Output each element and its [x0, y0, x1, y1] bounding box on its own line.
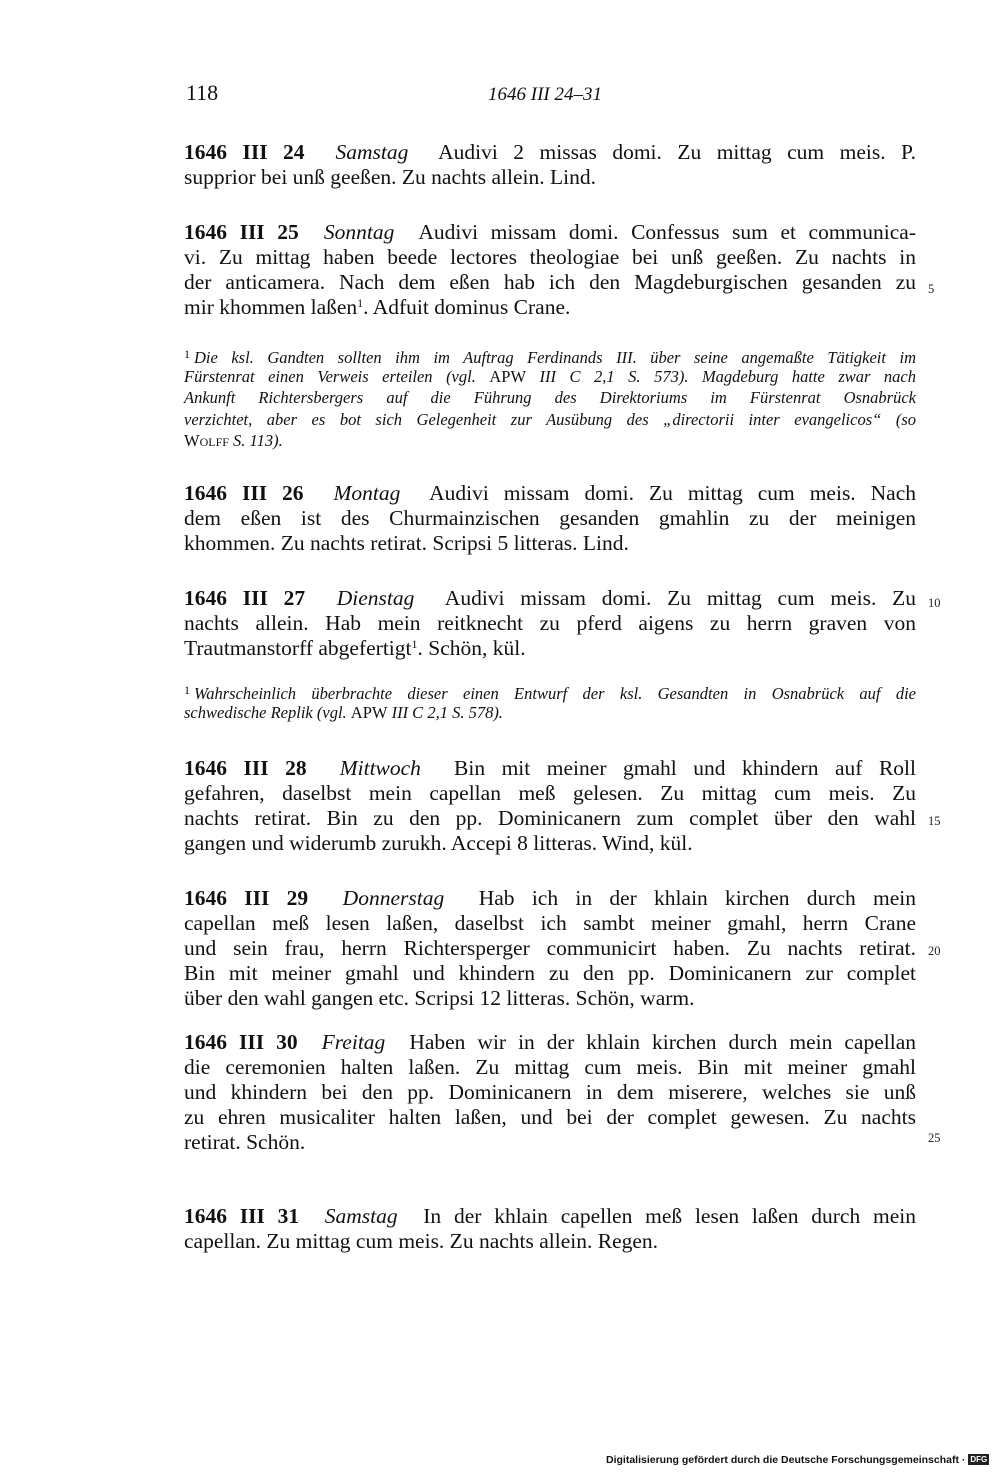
entry-text: vi. Zu mittag haben beede lectores theologiae bei unß geeßen. Zu nachts in	[184, 245, 916, 269]
entry-date: 1646 III 27	[184, 586, 306, 610]
diary-entry	[184, 586, 916, 661]
entry-text: über den wahl gangen etc. Scripsi 12 litteras. Schön, warm.	[184, 986, 695, 1010]
footnote: $^1$ Die ksl. Gandten sollten ihm im Auftrag Ferdinands III. über seine angemaßte Tätigkeit im Fürstenrat einen Verweis erteilen (vgl. APW III C 2,1 S. 573). Magdeburg hatte zwar nach Ankunft Richtersbergers auf die Führung des Direktoriums im Fürstenrat Osnabrück verzichtet, aber es bot sich Gelegenheit zur Ausübung des „directorii inter evangelicos“ (so Wolff S. 113).	[184, 347, 916, 450]
footnote-mark: 1	[184, 347, 190, 361]
entry-text: die ceremonien halten laßen. Zu mittag cum meis. Bin mit meiner gmahl	[184, 1055, 916, 1079]
footnote: $^1$ Wahrscheinlich überbrachte dieser einen Entwurf der ksl. Gesandten in Osnabrück auf die schwedische Replik (vgl. APW III C 2,1 S. 578).	[184, 683, 916, 722]
entry-text: Audivi 2 missas domi. Zu mittag cum meis. P.	[438, 140, 916, 164]
entry-date: 1646 III 28	[184, 756, 307, 780]
entry-weekday: Sonntag	[323, 220, 395, 244]
entry-text: . Schön, kül.	[417, 636, 526, 660]
footnote-ref: 1	[357, 296, 364, 310]
entry-text: und sein frau, herrn Richtersperger communicirt haben. Zu nachts retirat.	[184, 936, 916, 960]
entry-text: Audivi missam domi. Zu mittag cum meis. Nach	[429, 481, 917, 505]
line-number: 10	[928, 596, 941, 610]
diary-entry	[184, 1030, 916, 1155]
entry-weekday: Montag	[333, 481, 401, 505]
entry-text: capellan meß lesen laßen, daselbst ich sambt meiner gmahl, herrn Crane	[184, 911, 916, 935]
footnote-ref: 1	[411, 637, 418, 651]
entry-weekday: Mittwoch	[339, 756, 421, 780]
entry-text: Haben wir in der khlain kirchen durch mein capellan	[409, 1030, 917, 1054]
entry-date: 1646 III 24	[184, 140, 305, 164]
line-number: 5	[928, 282, 935, 296]
entry-text: supprior bei unß geeßen. Zu nachts allein. Lind.	[184, 165, 596, 189]
entry-date: 1646 III 26	[184, 481, 304, 505]
entry-date: 1646 III 31	[184, 1204, 300, 1228]
running-header: 1646 III 24–31	[488, 84, 602, 105]
entry-weekday: Samstag	[335, 140, 409, 164]
diary-entry	[184, 481, 916, 556]
entry-text: Trautmanstorff abgefertigt	[184, 636, 412, 660]
entry-text: nachts allein. Hab mein reitknecht zu pferd aigens zu herrn graven von	[184, 611, 916, 635]
entry-text: In der khlain capellen meß lesen laßen durch mein	[423, 1204, 917, 1228]
diary-entry	[184, 756, 916, 856]
entry-weekday: Freitag	[321, 1030, 386, 1054]
footnote-mark: 1	[184, 683, 190, 697]
author-name: Wolff	[184, 431, 229, 450]
line-number: 15	[928, 814, 941, 828]
entry-date: 1646 III 30	[184, 1030, 298, 1054]
entry-date: 1646 III 29	[184, 886, 309, 910]
entry-text: . Adfuit dominus Crane.	[363, 295, 571, 319]
diary-entry	[184, 886, 916, 1011]
entry-date: 1646 III 25	[184, 220, 299, 244]
line-number: 20	[928, 944, 941, 958]
entry-text: nachts retirat. Bin zu den pp. Dominicanern zum complet über den wahl	[184, 806, 916, 830]
entry-weekday: Dienstag	[336, 586, 415, 610]
diary-entry	[184, 220, 916, 320]
line-number: 25	[928, 1131, 941, 1145]
entry-weekday: Samstag	[324, 1204, 398, 1228]
entry-text: Hab ich in der khlain kirchen durch mein	[478, 886, 916, 910]
digitization-footer: Digitalisierung gefördert durch die Deutsche Forschungsgemeinschaft · DFG	[606, 1454, 988, 1466]
entry-text: retirat. Schön.	[184, 1130, 306, 1154]
entry-text: der anticamera. Nach dem eßen hab ich den Magdeburgischen gesanden zu	[184, 270, 916, 294]
entry-text: Bin mit meiner gmahl und khindern zu den pp. Dominicanern zur complet	[184, 961, 916, 985]
dfg-logo-icon: DFG	[970, 1455, 988, 1464]
entry-text: capellan. Zu mittag cum meis. Zu nachts allein. Regen.	[184, 1229, 659, 1253]
diary-entry	[184, 140, 916, 190]
entry-text: mir khommen laßen	[184, 295, 358, 319]
entry-text: Bin mit meiner gmahl und khindern auf Roll	[454, 756, 917, 780]
entry-text: Audivi missam domi. Zu mittag cum meis. Zu	[444, 586, 916, 610]
entry-weekday: Donnerstag	[342, 886, 445, 910]
entry-text: dem eßen ist des Churmainzischen gesanden gmahlin zu der meinigen	[184, 506, 916, 530]
page-number: 118	[186, 80, 219, 105]
diary-entry	[184, 1204, 916, 1254]
entry-text: zu ehren musicaliter halten laßen, und bei der complet gewesen. Zu nachts	[184, 1105, 916, 1129]
entry-text: Audivi missam domi. Confessus sum et communica-	[418, 220, 916, 244]
entry-text: khommen. Zu nachts retirat. Scripsi 5 litteras. Lind.	[184, 531, 629, 555]
entry-text: und khindern bei den pp. Dominicanern in dem miserere, welches sie unß	[184, 1080, 916, 1104]
entry-text: gangen und widerumb zurukh. Accepi 8 litteras. Wind, kül.	[184, 831, 693, 855]
entry-text: gefahren, daselbst mein capellan meß gelesen. Zu mittag cum meis. Zu	[184, 781, 916, 805]
